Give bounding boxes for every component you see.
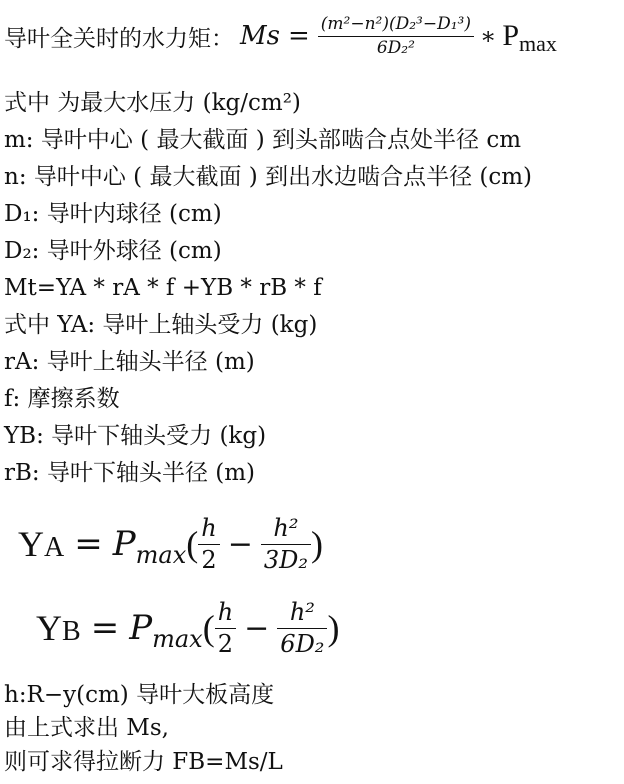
ya-f1-num: h (201, 514, 217, 543)
formula-ms-lhs: Ms (240, 21, 280, 51)
text-line-5: D₂: 导叶外球径 (cm) (4, 238, 222, 264)
formula-ya (18, 506, 323, 582)
formula-yb-pmax (129, 608, 203, 653)
fraction-bar (318, 36, 474, 37)
formula-ya-fraction-1 (198, 515, 219, 573)
formula-ya-pmax (112, 524, 187, 569)
fraction-bar (198, 544, 219, 545)
formula-yb-open-paren: ( (202, 608, 215, 648)
yb-f1-den: 2 (217, 629, 234, 658)
yb-f1-num: h (217, 598, 234, 627)
formula-ms-label: 导叶全关时的水力矩： (4, 25, 234, 52)
text-line-1: 式中 为最大水压力 (kg/cm²) (4, 90, 301, 116)
text-line-8: rA: 导叶上轴头半径 (m) (4, 349, 255, 375)
text-line-13: 由上式求出 Ms, (4, 715, 169, 741)
yb-f2-num: h² (289, 598, 315, 627)
ya-f1-den: 2 (201, 545, 217, 574)
formula-ya-minus: − (227, 526, 253, 562)
fraction-bar (277, 628, 327, 629)
ya-f2-num: h² (273, 514, 299, 543)
formula-ms-numerator: (m²−n²)(D₂³−D₁³) (320, 13, 472, 34)
pmax-p: P (502, 19, 520, 52)
yb-p-sub: max (152, 625, 203, 653)
yb-y-letter: Y (36, 608, 62, 648)
ya-y-letter: Y (18, 524, 44, 564)
text-line-4: D₁: 导叶内球径 (cm) (4, 201, 222, 227)
formula-ms-fraction (318, 15, 474, 57)
text-line-11: rB: 导叶下轴头半径 (m) (4, 460, 256, 486)
formula-yb-close-paren: ) (327, 608, 340, 648)
formula-ms-equals: = (287, 21, 310, 51)
formula-ya-fraction-2 (261, 515, 311, 573)
formula-yb-fraction-2 (277, 599, 327, 657)
formula-ms-denominator: 6D₂² (376, 37, 415, 58)
fraction-bar (215, 628, 236, 629)
pmax-sub: max (519, 31, 557, 56)
ya-p-letter: P (112, 524, 136, 564)
ya-f2-den: 3D₂ (263, 545, 308, 574)
formula-ya-y (18, 523, 64, 565)
formula-ms (4, 6, 557, 66)
formula-ms-pmax (502, 19, 557, 56)
text-line-14: 则可求得拉断力 FB=Ms/L (4, 749, 283, 775)
text-line-7: 式中 YA: 导叶上轴头受力 (kg) (4, 312, 318, 338)
ya-p-sub: max (135, 541, 187, 569)
yb-p-letter: P (129, 608, 153, 648)
formula-ya-open-paren: ( (186, 524, 199, 564)
formula-yb-equals: = (90, 608, 120, 648)
text-line-3: n: 导叶中心 ( 最大截面 ) 到出水边啮合点半径 (cm) (4, 164, 533, 190)
ya-y-sub: A (44, 532, 65, 563)
text-line-6: Mt=YA * rA * f +YB * rB * f (4, 275, 322, 301)
fraction-bar (261, 544, 311, 545)
text-line-10: YB: 导叶下轴头受力 (kg) (4, 423, 267, 449)
formula-ya-equals: = (74, 524, 103, 564)
text-line-12: h:R−y(cm) 导叶大板高度 (4, 682, 275, 708)
formula-ya-close-paren: ) (310, 524, 323, 564)
formula-yb-minus: − (244, 610, 270, 646)
yb-f2-den: 6D₂ (280, 629, 325, 658)
formula-yb (36, 590, 339, 666)
formula-yb-y (36, 607, 81, 649)
formula-ms-times: ∗ (480, 22, 497, 50)
text-line-2: m: 导叶中心 ( 最大截面 ) 到头部啮合点处半径 cm (4, 127, 522, 153)
formula-yb-fraction-1 (215, 599, 236, 657)
text-line-9: f: 摩擦系数 (4, 386, 120, 412)
yb-y-sub: B (62, 616, 81, 647)
